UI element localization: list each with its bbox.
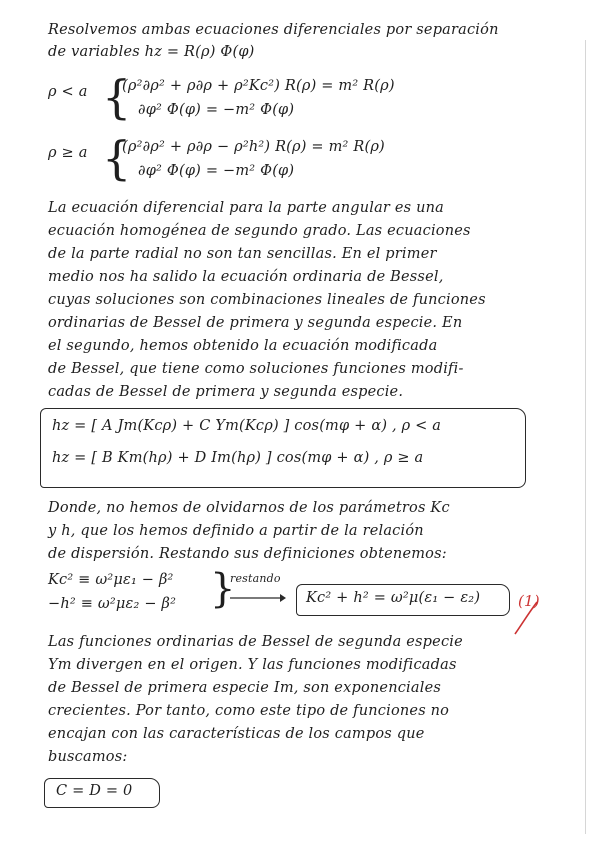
- paragraph2-line: de dispersión. Restando sus definiciones obtenemos:: [48, 546, 447, 562]
- paragraph1-line: cadas de Bessel de primera y segunda especie.: [48, 384, 404, 400]
- intro-line-2: de variables hz = R(ρ) Φ(φ): [48, 44, 255, 60]
- intro-line-1: Resolvemos ambas ecuaciones diferenciales por separación: [48, 22, 499, 38]
- system2-eq2: ∂φ² Φ(φ) = −m² Φ(φ): [138, 163, 295, 179]
- paragraph3-line: encajan con las características de los campos que: [48, 726, 425, 742]
- dispersion-brace: }: [210, 566, 236, 612]
- solution-eq2: hz = [ B Km(hρ) + D Im(hρ) ] cos(mφ + α) , ρ ≥ a: [52, 450, 424, 466]
- paragraph1-line: de Bessel, que tiene como soluciones funciones modifi-: [48, 361, 464, 377]
- system2-condition: ρ ≥ a: [48, 145, 88, 161]
- solution-eq1: hz = [ A Jm(Kcρ) + C Ym(Kcρ) ] cos(mφ + α) , ρ < a: [52, 418, 442, 434]
- system2-brace: {: [102, 131, 132, 185]
- check-mark-icon: [512, 598, 540, 638]
- paragraph3-line: crecientes. Por tanto, como este tipo de funciones no: [48, 703, 450, 719]
- final-result: C = D = 0: [56, 783, 133, 799]
- paragraph1-line: medio nos ha salido la ecuación ordinaria de Bessel,: [48, 269, 444, 285]
- dispersion-eq1: Kc² ≡ ω²με₁ − β²: [48, 572, 174, 588]
- paragraph3-line: de Bessel de primera especie Im, son exponenciales: [48, 680, 441, 696]
- paragraph2-line: Donde, no hemos de olvidarnos de los parámetros Kc: [48, 500, 450, 516]
- system2-eq1: (ρ²∂ρ² + ρ∂ρ − ρ²h²) R(ρ) = m² R(ρ): [122, 139, 385, 155]
- system1-brace: {: [102, 70, 132, 124]
- system1-eq1: (ρ²∂ρ² + ρ∂ρ + ρ²Kc²) R(ρ) = m² R(ρ): [122, 78, 395, 94]
- paragraph1-line: ordinarias de Bessel de primera y segunda especie. En: [48, 315, 463, 331]
- arrow-label: restando: [230, 572, 281, 585]
- paragraph2-line: y h, que los hemos definido a partir de la relación: [48, 523, 424, 539]
- paragraph3-line: Ym divergen en el origen. Y las funciones modificadas: [48, 657, 457, 673]
- system1-eq2: ∂φ² Φ(φ) = −m² Φ(φ): [138, 102, 295, 118]
- arrow-icon: [228, 592, 288, 604]
- paragraph3-line: buscamos:: [48, 749, 128, 765]
- paragraph3-line: Las funciones ordinarias de Bessel de segunda especie: [48, 634, 463, 650]
- paragraph1-line: cuyas soluciones son combinaciones lineales de funciones: [48, 292, 486, 308]
- paragraph1-line: el segundo, hemos obtenido la ecuación modificada: [48, 338, 438, 354]
- page-edge-line: [585, 40, 586, 834]
- paragraph1-line: de la parte radial no son tan sencillas. En el primer: [48, 246, 437, 262]
- dispersion-eq2: −h² ≡ ω²με₂ − β²: [48, 596, 177, 612]
- paragraph1-line: ecuación homogénea de segundo grado. Las ecuaciones: [48, 223, 471, 239]
- dispersion-result: Kc² + h² = ω²μ(ε₁ − ε₂): [306, 590, 481, 606]
- equation-number: (1): [518, 592, 540, 610]
- paragraph1-line: La ecuación diferencial para la parte angular es una: [48, 200, 445, 216]
- system1-condition: ρ < a: [48, 84, 88, 100]
